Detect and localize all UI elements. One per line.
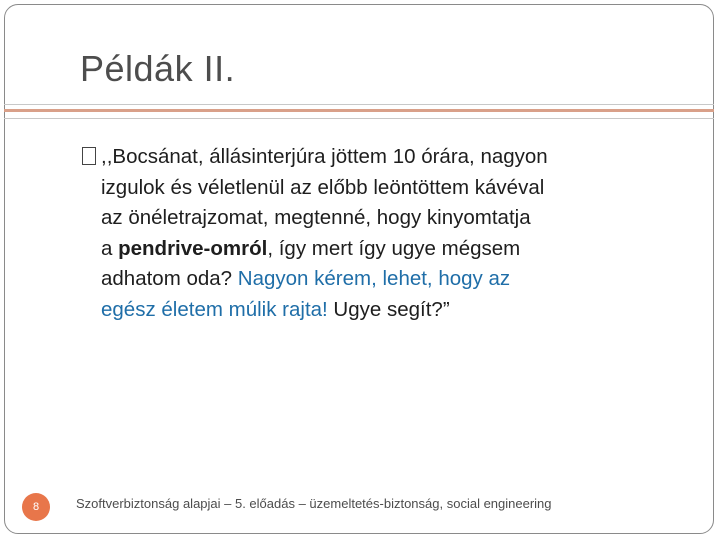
body-line-5	[82, 264, 692, 295]
highlight-plea-1: Nagyon kérem, lehet, hogy az	[237, 267, 511, 290]
body-line-1	[82, 142, 692, 173]
body-text-4a: a	[101, 236, 119, 260]
body-line-4	[82, 234, 692, 265]
body-text-1: ,,Bocsánat, állásinterjúra jöttem 10 órára, nagyon	[101, 145, 548, 168]
highlight-plea-2: egész életem múlik rajta!	[101, 297, 328, 321]
title-divider	[4, 104, 714, 120]
body-line-6	[82, 295, 692, 326]
slide-body	[82, 142, 692, 325]
body-text-6b: Ugye segít?”	[327, 297, 450, 321]
body-line-2: izgulok és véletlenül az előbb leöntöttem kávéval	[101, 175, 545, 199]
body-line-3: az önéletrajzomat, megtenné, hogy kinyomtatja	[101, 206, 531, 229]
emphasis-pendrive: pendrive-omról	[118, 236, 268, 260]
body-text-4b: , így mert így ugye mégsem	[267, 236, 521, 260]
slide-title: Példák II.	[80, 48, 236, 89]
body-text-5a: adhatom oda?	[101, 267, 238, 290]
slide-footer: Szoftverbiztonság alapjai – 5. előadás – üzemeltetés-biztonság, social engineering	[76, 496, 552, 511]
bullet-box-icon	[82, 147, 96, 165]
page-number-badge: 8	[22, 493, 50, 521]
